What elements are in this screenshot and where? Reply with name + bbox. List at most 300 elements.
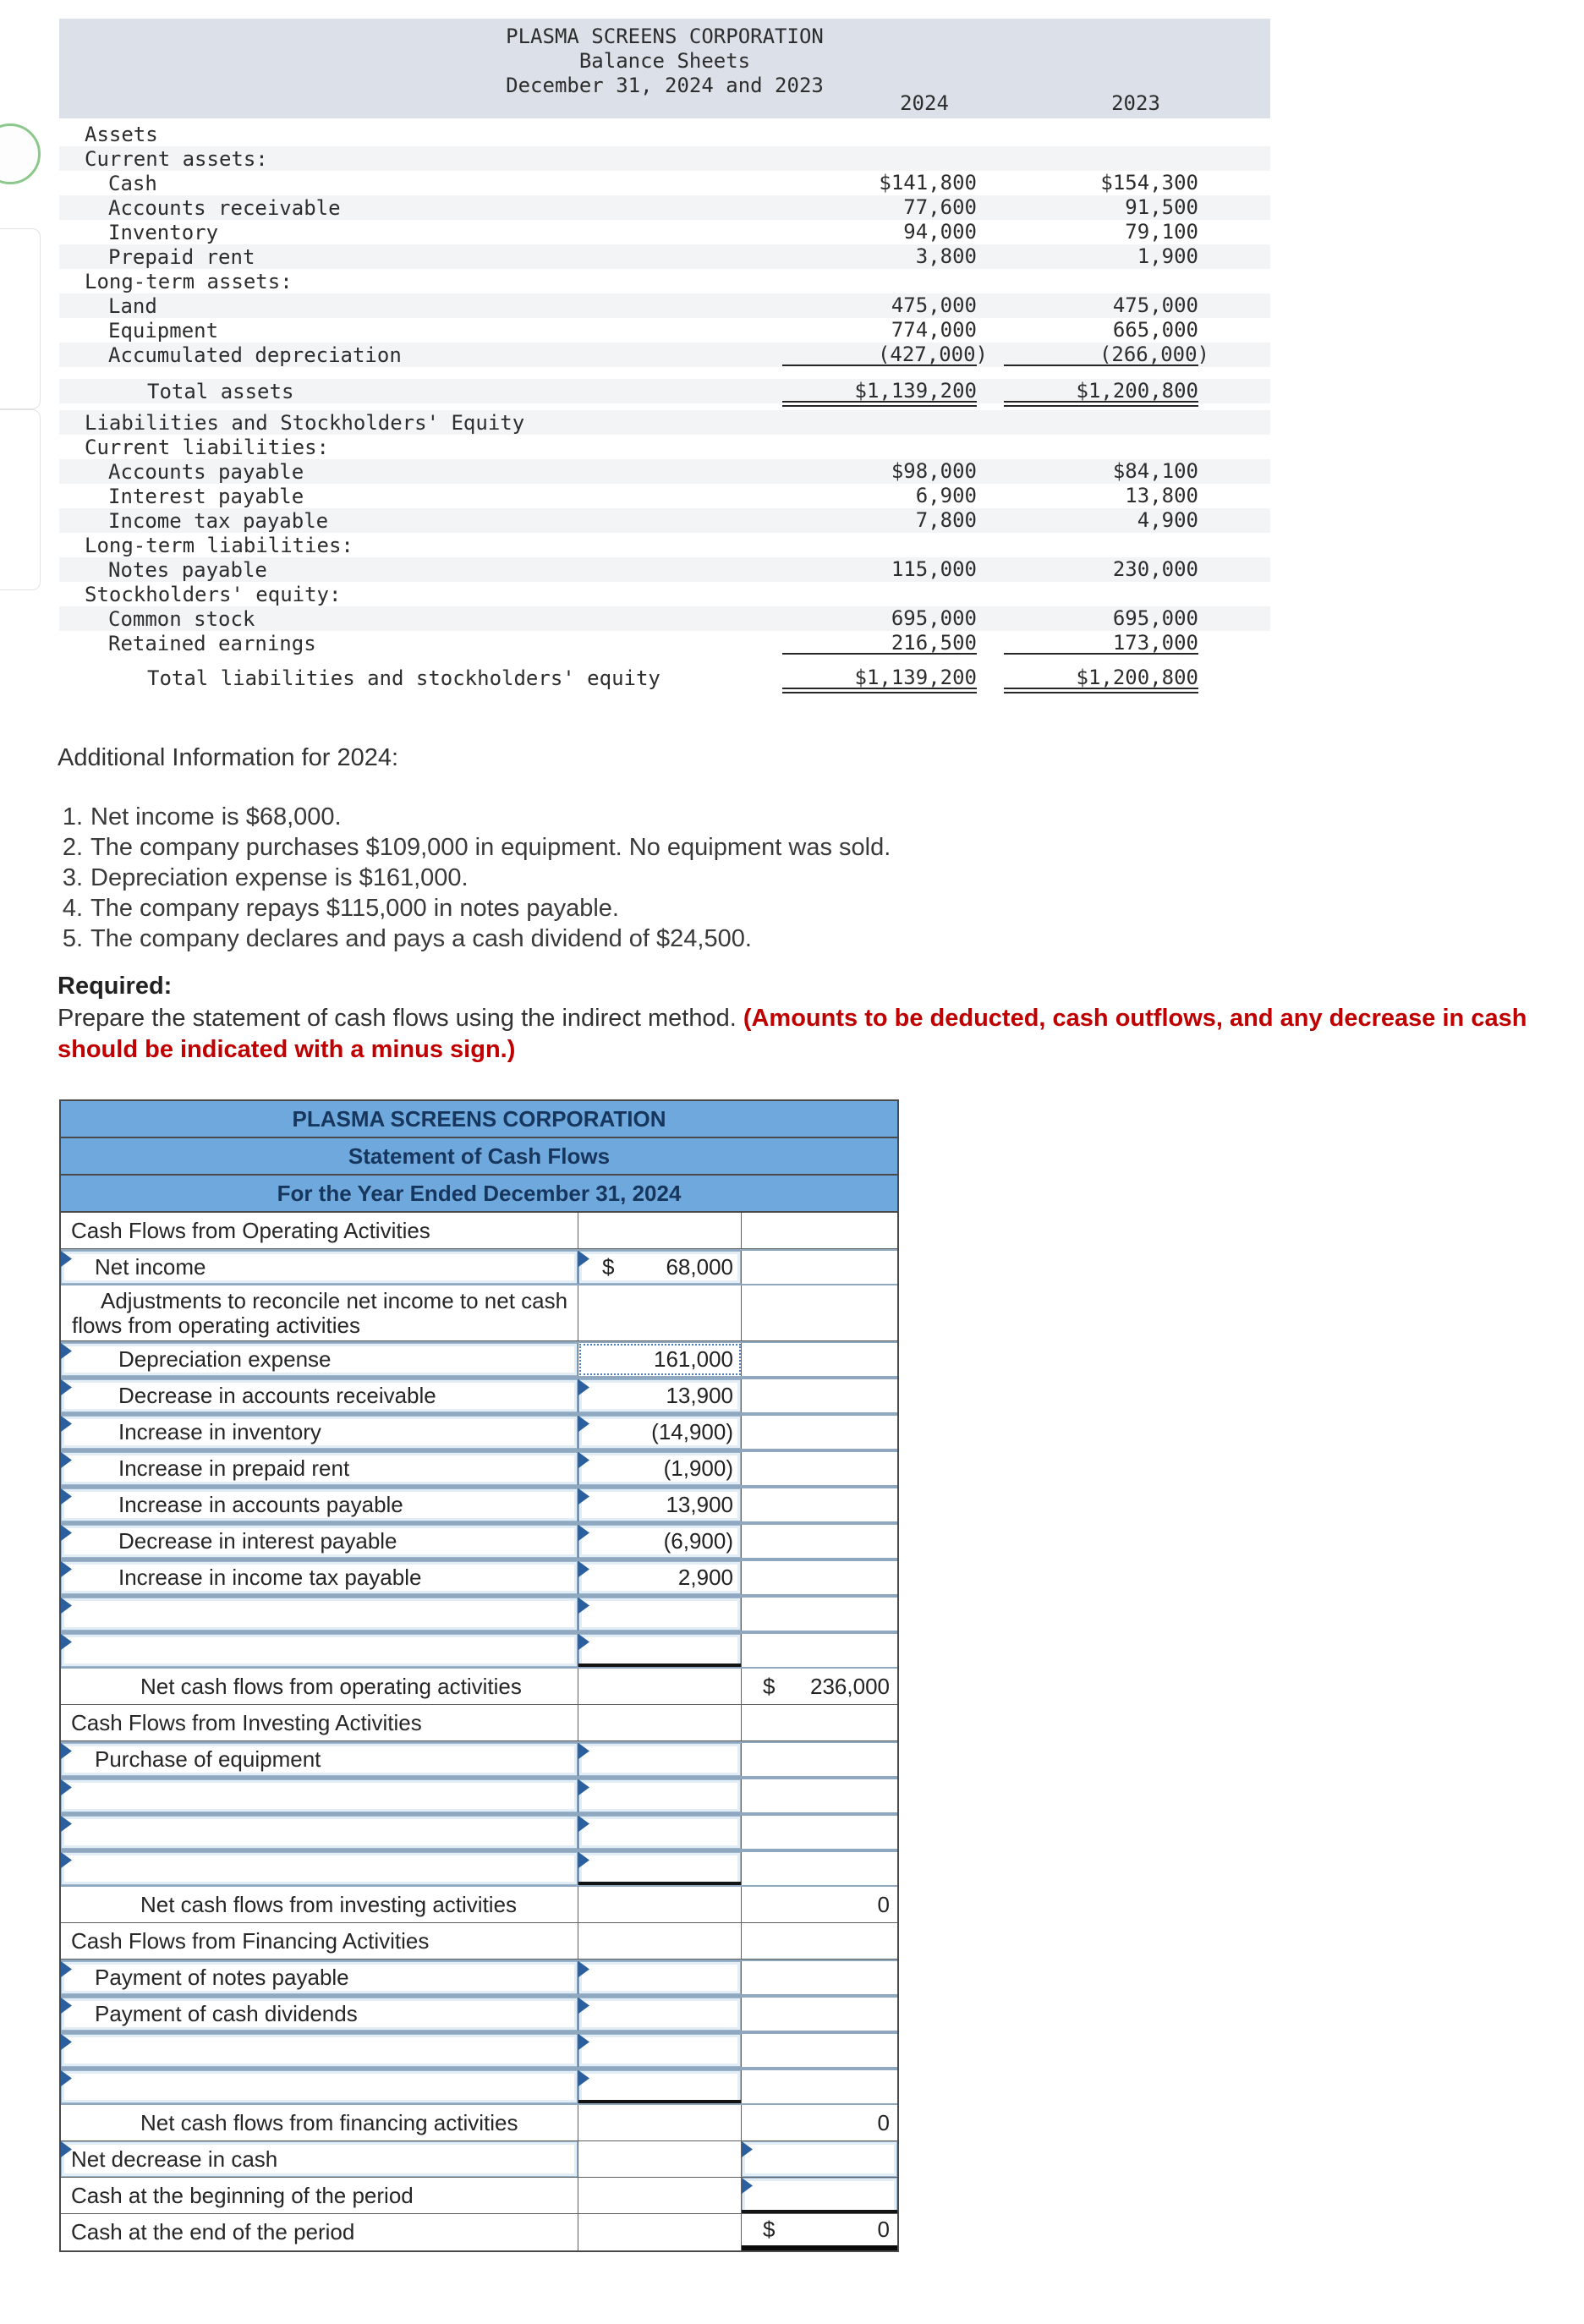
amount-value: 216,500	[891, 631, 977, 655]
amount-2024	[782, 319, 977, 342]
total-cell	[742, 2214, 897, 2250]
balance-sheet-dates: December 31, 2024 and 2023	[506, 74, 824, 97]
amount-2023	[1004, 245, 1198, 268]
row-label: Net cash flows from operating activities	[140, 1673, 522, 1699]
selected-input-cell[interactable]	[578, 1343, 742, 1376]
amount-value: 94,000	[903, 220, 977, 244]
input-marker-icon	[578, 1743, 589, 1759]
balance-sheet-row	[59, 220, 1270, 244]
total-cell	[742, 1561, 897, 1594]
amount-input-cell[interactable]	[578, 1598, 742, 1631]
amount-input-cell[interactable]	[578, 1416, 742, 1449]
amount-input-cell[interactable]	[578, 1852, 742, 1885]
cashflow-row-section	[61, 1213, 897, 1249]
total-cell	[742, 2034, 897, 2067]
amount-display	[578, 1488, 741, 1521]
dollar-sign: $	[602, 1254, 615, 1280]
balance-sheet-row-label: Inventory	[108, 220, 219, 244]
cashflow-row-input	[61, 1741, 897, 1778]
cashflow-row-input	[61, 2032, 897, 2069]
additional-info-heading: Additional Information for 2024:	[58, 744, 399, 771]
left-edge-panel	[0, 409, 41, 590]
balance-sheet-row-label: Current liabilities:	[85, 435, 329, 459]
amount-value: 77,600	[903, 195, 977, 219]
amount-2023	[1004, 319, 1198, 342]
amount-2024	[782, 270, 977, 293]
info-item-text: The company purchases $109,000 in equipment. No equipment was sold.	[90, 834, 891, 861]
balance-sheet-row-label: Total assets	[147, 379, 294, 403]
amount-2023	[1004, 221, 1198, 244]
total-cell	[742, 1488, 897, 1521]
dollar-sign: $	[763, 1673, 776, 1699]
amount-2024	[782, 583, 977, 606]
cashflow-row-section	[61, 1923, 897, 1960]
balance-sheet-row	[59, 606, 1270, 631]
row-label: Cash Flows from Investing Activities	[71, 1709, 422, 1735]
total-input-cell[interactable]	[742, 2178, 897, 2213]
balance-sheet-row	[59, 195, 1270, 220]
cashflow-row-cash-begin	[61, 2178, 897, 2214]
cashflow-row-input	[61, 1450, 897, 1487]
cashflow-row-note	[61, 1285, 897, 1341]
amount-2024	[782, 666, 977, 689]
subtotal-label-cell	[61, 2105, 578, 2140]
amount-2024	[782, 607, 977, 630]
input-marker-icon	[578, 2070, 589, 2086]
balance-sheet-row	[59, 435, 1270, 459]
cashflow-row-cash-end	[61, 2214, 897, 2250]
note-label-cell	[61, 1285, 578, 1340]
cashflow-row-input	[61, 1487, 897, 1523]
amount-display	[742, 1669, 897, 1704]
balance-sheet-row	[59, 269, 1270, 293]
amount-value: 68,000	[666, 1254, 733, 1280]
amount-input-cell[interactable]	[578, 1961, 742, 1994]
amount-input-cell[interactable]	[578, 1634, 742, 1667]
amount-value: $98,000	[891, 459, 977, 483]
amount-value: 115,000	[891, 557, 977, 581]
amount-input-cell[interactable]	[578, 1525, 742, 1558]
cashflow-row-subtotal	[61, 1669, 897, 1705]
info-item-number: 2.	[62, 834, 83, 861]
total-cell	[742, 1705, 897, 1740]
row-label	[61, 2034, 578, 2067]
row-label: Increase in income tax payable	[118, 1565, 422, 1590]
total-cell	[742, 1343, 897, 1376]
balance-sheet-header	[59, 19, 1270, 118]
balance-sheet-row-label: Long-term assets:	[85, 269, 293, 293]
balance-sheet-row-label: Accumulated depreciation	[108, 343, 402, 367]
amount-2024	[782, 558, 977, 581]
label-input-cell[interactable]	[61, 1743, 578, 1776]
amount-2023	[1004, 294, 1198, 317]
amount-input-cell[interactable]	[578, 2070, 742, 2103]
amount-input-cell[interactable]	[578, 1251, 742, 1284]
amount-cell	[578, 2178, 742, 2213]
row-label: Decrease in interest payable	[118, 1528, 397, 1554]
total-cell	[742, 1887, 897, 1922]
balance-sheet-row-label: Long-term liabilities:	[85, 533, 354, 557]
label-cell	[61, 2214, 578, 2250]
cashflow-row-input	[61, 1778, 897, 1814]
amount-2023	[1004, 460, 1198, 483]
input-marker-icon	[742, 2178, 753, 2194]
cashflow-row-input	[61, 1341, 897, 1378]
amount-value: 0	[877, 2217, 890, 2242]
amount-2024	[782, 460, 977, 483]
cashflow-row-input	[61, 1960, 897, 1996]
balance-sheet-title: Balance Sheets	[578, 49, 751, 73]
total-cell	[742, 1743, 897, 1776]
balance-sheet-row	[59, 343, 1270, 367]
balance-sheet-row-label: Cash	[108, 171, 157, 195]
amount-value: 79,100	[1125, 220, 1198, 244]
row-label: Purchase of equipment	[95, 1746, 321, 1772]
balance-sheet-row-label: Retained earnings	[108, 631, 316, 655]
total-cell	[742, 1598, 897, 1631]
balance-sheet-spacer	[59, 403, 1270, 410]
label-input-cell[interactable]	[61, 1525, 578, 1558]
subtotal-label-cell	[61, 1887, 578, 1922]
amount-2023	[1004, 632, 1198, 655]
cashflow-row-input	[61, 1596, 897, 1632]
amount-value: $141,800	[879, 171, 977, 195]
row-label: Cash at the end of the period	[71, 2219, 355, 2245]
total-cell	[742, 1213, 897, 1248]
label-input-cell[interactable]	[61, 1961, 578, 1994]
amount-value: $1,200,800	[1076, 666, 1198, 689]
total-cell	[742, 1669, 897, 1704]
label-input-cell[interactable]	[61, 1598, 578, 1631]
amount-input-cell[interactable]	[578, 1743, 742, 1776]
cashflow-worksheet	[59, 1099, 899, 2252]
balance-sheet-spacer	[59, 367, 1270, 379]
amount-input-cell[interactable]	[578, 1779, 742, 1812]
cashflow-row-section	[61, 1705, 897, 1741]
balance-sheet-row-label: Interest payable	[108, 484, 304, 508]
amount-2024	[782, 123, 977, 145]
amount-display	[742, 1887, 897, 1922]
amount-cell	[578, 2105, 742, 2140]
amount-display	[578, 1343, 741, 1376]
balance-sheet-row	[59, 533, 1270, 557]
cashflow-row-input	[61, 1996, 897, 2032]
required-heading: Required:	[58, 973, 173, 1000]
total-input-cell[interactable]	[742, 2141, 897, 2177]
amount-value: 695,000	[891, 606, 977, 630]
balance-sheet-row	[59, 318, 1270, 343]
input-marker-icon	[578, 1998, 589, 2014]
balance-sheet-row	[59, 484, 1270, 508]
balance-sheet-row-label: Equipment	[108, 318, 219, 343]
label-input-cell[interactable]	[61, 1561, 578, 1594]
amount-value: 161,000	[654, 1346, 733, 1372]
amount-2023	[1004, 343, 1209, 366]
balance-sheet-row	[59, 666, 1270, 690]
amount-value: (1,900)	[663, 1455, 733, 1481]
row-label	[61, 1779, 578, 1812]
amount-input-cell[interactable]	[578, 2034, 742, 2067]
input-marker-icon	[578, 1598, 589, 1614]
amount-value: (427,000)	[877, 343, 988, 366]
balance-sheet-row	[59, 631, 1270, 655]
amount-value: 665,000	[1112, 318, 1198, 342]
required-paragraph	[58, 1003, 1571, 1066]
year-column-2024: 2024	[900, 91, 949, 115]
cashflow-row-input	[61, 1850, 897, 1887]
amount-display	[578, 1416, 741, 1449]
balance-sheet-row	[59, 508, 1270, 533]
info-item-text: Net income is $68,000.	[90, 803, 342, 830]
cashflow-row-input	[61, 1249, 897, 1285]
row-label: Net decrease in cash	[71, 2146, 278, 2172]
cashflow-row-input	[61, 1814, 897, 1850]
input-marker-icon	[742, 2141, 753, 2157]
balance-sheet-row	[59, 244, 1270, 269]
cashflow-row-net-change	[61, 2141, 897, 2178]
info-item-number: 4.	[62, 895, 83, 922]
balance-sheet	[59, 19, 1270, 690]
input-marker-icon	[578, 1816, 589, 1832]
amount-2023	[1004, 123, 1198, 145]
total-cell	[742, 1416, 897, 1449]
balance-sheet-row-label: Prepaid rent	[108, 244, 255, 269]
row-label	[61, 2070, 578, 2103]
amount-2023	[1004, 436, 1198, 458]
total-cell	[742, 1285, 897, 1340]
label-input-cell[interactable]	[61, 1488, 578, 1521]
input-marker-icon	[578, 1634, 589, 1650]
amount-value: (14,900)	[651, 1419, 733, 1444]
balance-sheet-row	[59, 379, 1270, 403]
total-cell	[742, 1779, 897, 1812]
amount-value: 774,000	[891, 318, 977, 342]
info-item-text: Depreciation expense is $161,000.	[90, 864, 469, 891]
row-label: Increase in inventory	[118, 1419, 321, 1444]
amount-2024	[782, 509, 977, 532]
total-cell	[742, 1998, 897, 2031]
label-input-cell[interactable]	[61, 1816, 578, 1849]
cashflow-row-subtotal	[61, 1887, 897, 1923]
additional-info-list	[52, 802, 891, 954]
amount-input-cell[interactable]	[578, 1998, 742, 2031]
total-cell	[742, 2070, 897, 2103]
balance-sheet-row-label: Accounts payable	[108, 459, 304, 484]
label-input-cell[interactable]	[61, 2070, 578, 2103]
cashflow-row-input	[61, 1378, 897, 1414]
total-cell	[742, 2105, 897, 2140]
row-label: Payment of notes payable	[95, 1965, 349, 1990]
label-input-cell[interactable]	[61, 1343, 578, 1376]
required-text: Prepare the statement of cash flows using the indirect method.	[58, 1005, 743, 1032]
row-label: Depreciation expense	[118, 1346, 332, 1372]
amount-value: $84,100	[1112, 459, 1198, 483]
amount-display	[578, 1452, 741, 1485]
balance-sheet-rows	[59, 118, 1270, 690]
left-edge-panel	[0, 228, 41, 409]
row-label	[61, 1852, 578, 1885]
amount-input-cell[interactable]	[578, 1561, 742, 1594]
input-marker-icon	[578, 1852, 589, 1868]
amount-display	[578, 1561, 741, 1594]
section-label-cell	[61, 1213, 578, 1248]
amount-2023	[1004, 380, 1198, 403]
total-cell	[742, 1251, 897, 1284]
row-label: Cash Flows from Operating Activities	[71, 1217, 430, 1243]
amount-value: 4,900	[1137, 508, 1198, 532]
label-input-cell[interactable]	[61, 1251, 578, 1284]
row-label: Cash Flows from Financing Activities	[71, 1927, 430, 1954]
balance-sheet-row	[59, 557, 1270, 582]
amount-input-cell[interactable]	[578, 1379, 742, 1412]
amount-cell	[578, 1213, 742, 1248]
cashflow-body	[61, 1213, 897, 2250]
amount-2024	[782, 172, 977, 195]
label-input-cell[interactable]	[61, 1416, 578, 1449]
cashflow-header-period: For the Year Ended December 31, 2024	[61, 1176, 897, 1213]
amount-2023	[1004, 583, 1198, 606]
amount-value: 0	[877, 2109, 890, 2135]
label-input-cell[interactable]	[61, 1452, 578, 1485]
label-input-cell[interactable]	[61, 2141, 578, 2177]
row-label	[61, 1634, 578, 1667]
label-input-cell[interactable]	[61, 1779, 578, 1812]
info-item-text: The company repays $115,000 in notes payable.	[90, 895, 619, 922]
balance-sheet-row	[59, 410, 1270, 435]
subtotal-label-cell	[61, 1669, 578, 1704]
amount-2024	[782, 485, 977, 507]
balance-sheet-row-label: Notes payable	[108, 557, 267, 582]
amount-2023	[1004, 411, 1198, 434]
info-list-item	[52, 832, 891, 863]
balance-sheet-row	[59, 582, 1270, 606]
amount-value: 6,900	[915, 484, 977, 507]
cashflow-header-title: Statement of Cash Flows	[61, 1138, 897, 1176]
balance-sheet-row-label: Stockholders' equity:	[85, 582, 342, 606]
amount-2024	[782, 196, 977, 219]
note-label: Adjustments to reconcile net income to net cash flows from operating activities	[72, 1288, 568, 1338]
total-cell	[742, 1961, 897, 1994]
amount-2024	[782, 221, 977, 244]
amount-value: 13,900	[666, 1492, 733, 1517]
balance-sheet-company: PLASMA SCREENS CORPORATION	[506, 25, 824, 48]
required-red-text-line2: should be indicated with a minus sign.)	[58, 1036, 516, 1063]
amount-value: 475,000	[1112, 293, 1198, 317]
amount-2023	[1004, 607, 1198, 630]
amount-input-cell[interactable]	[578, 1816, 742, 1849]
balance-sheet-row-label: Income tax payable	[108, 508, 329, 533]
amount-2023	[1004, 270, 1198, 293]
input-marker-icon	[578, 1779, 589, 1795]
amount-value: 2,900	[677, 1565, 733, 1590]
cashflow-row-input	[61, 2069, 897, 2105]
info-list-item	[52, 924, 891, 954]
label-input-cell[interactable]	[61, 1852, 578, 1885]
amount-2024	[782, 534, 977, 556]
amount-2023	[1004, 147, 1198, 170]
row-label	[61, 1816, 578, 1849]
input-marker-icon	[578, 2034, 589, 2050]
dollar-sign: $	[763, 2217, 776, 2242]
left-edge-circle-icon	[0, 123, 41, 184]
amount-display	[742, 2214, 897, 2245]
label-input-cell[interactable]	[61, 1998, 578, 2031]
amount-value: (266,000)	[1099, 343, 1209, 366]
amount-display	[578, 1379, 741, 1412]
balance-sheet-row-label: Common stock	[108, 606, 255, 631]
row-label: Net cash flows from investing activities	[140, 1891, 518, 1917]
amount-display	[578, 1525, 741, 1558]
label-input-cell[interactable]	[61, 1634, 578, 1667]
amount-display	[742, 2105, 897, 2140]
balance-sheet-row	[59, 459, 1270, 484]
balance-sheet-row-label: Assets	[85, 122, 158, 146]
amount-value: 475,000	[891, 293, 977, 317]
info-list-item	[52, 802, 891, 832]
row-label: Decrease in accounts receivable	[118, 1383, 436, 1408]
amount-cell	[578, 1705, 742, 1740]
amount-input-cell[interactable]	[578, 1488, 742, 1521]
amount-2024	[782, 245, 977, 268]
amount-value: 173,000	[1112, 631, 1198, 655]
amount-value: 7,800	[915, 508, 977, 532]
section-label-cell	[61, 1705, 578, 1740]
row-label: Increase in accounts payable	[118, 1492, 403, 1517]
amount-2023	[1004, 534, 1198, 556]
total-cell	[742, 1452, 897, 1485]
amount-2024	[782, 343, 988, 366]
amount-value: $1,139,200	[854, 379, 977, 403]
info-item-number: 5.	[62, 925, 83, 952]
balance-sheet-row-label: Accounts receivable	[108, 195, 341, 220]
info-list-item	[52, 893, 891, 924]
amount-value: 695,000	[1112, 606, 1198, 630]
amount-display	[578, 1251, 741, 1284]
amount-value: 0	[877, 1891, 890, 1917]
year-column-2023: 2023	[1111, 91, 1160, 115]
amount-2023	[1004, 485, 1198, 507]
amount-2024	[782, 632, 977, 655]
balance-sheet-row-label: Current assets:	[85, 146, 268, 171]
amount-cell	[578, 2214, 742, 2250]
total-cell	[742, 1816, 897, 1849]
amount-cell	[578, 1887, 742, 1922]
balance-sheet-row-label: Land	[108, 293, 157, 318]
amount-2023	[1004, 172, 1198, 195]
info-item-number: 3.	[62, 864, 83, 891]
amount-2024	[782, 294, 977, 317]
amount-value: $1,200,800	[1076, 379, 1198, 403]
amount-value: 230,000	[1112, 557, 1198, 581]
label-input-cell[interactable]	[61, 1379, 578, 1412]
amount-input-cell[interactable]	[578, 1452, 742, 1485]
total-cell	[742, 1852, 897, 1885]
balance-sheet-spacer	[59, 655, 1270, 666]
amount-cell	[578, 1285, 742, 1340]
info-item-text: The company declares and pays a cash dividend of $24,500.	[90, 925, 752, 952]
amount-2023	[1004, 558, 1198, 581]
cashflow-row-input	[61, 1559, 897, 1596]
amount-value: $154,300	[1100, 171, 1198, 195]
row-label: Net income	[95, 1254, 206, 1280]
amount-2024	[782, 436, 977, 458]
balance-sheet-row	[59, 171, 1270, 195]
total-cell	[742, 1379, 897, 1412]
row-label: Increase in prepaid rent	[118, 1455, 350, 1481]
row-label: Net cash flows from financing activities	[140, 2109, 518, 2135]
label-input-cell[interactable]	[61, 2034, 578, 2067]
row-label	[61, 1598, 578, 1631]
